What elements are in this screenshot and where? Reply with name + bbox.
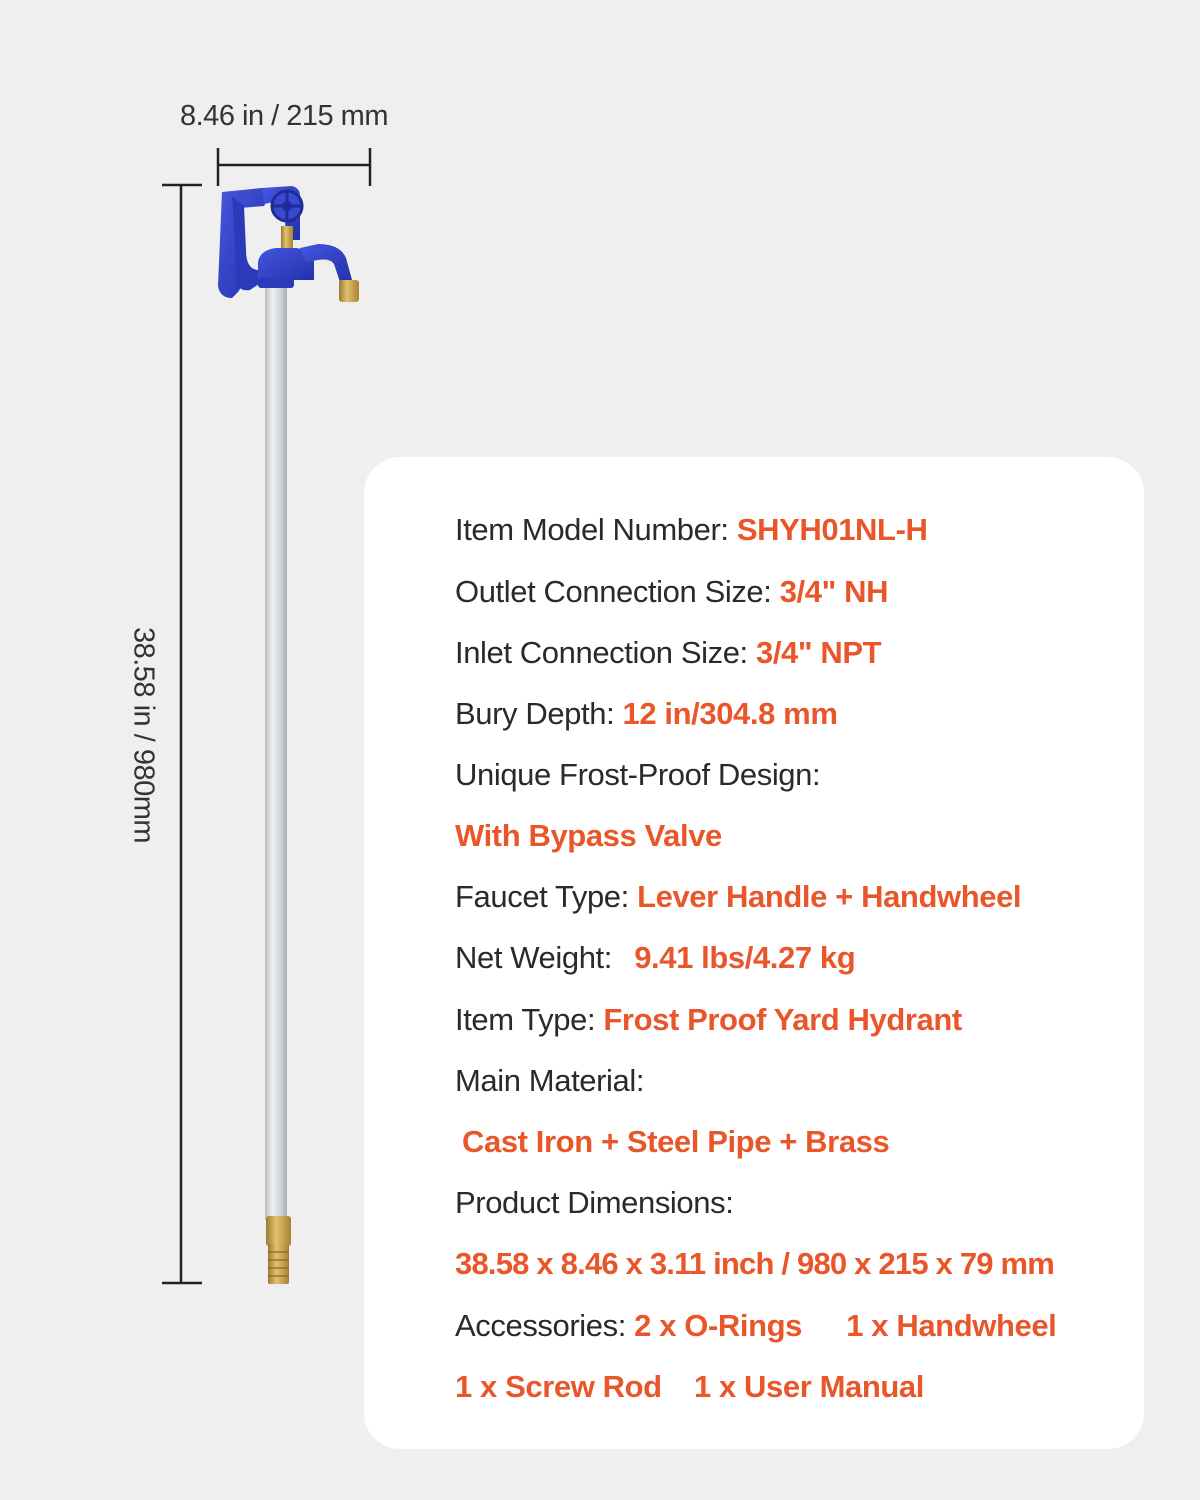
spec-inlet-value: 3/4" NPT	[756, 635, 882, 670]
accessory-item: 1 x User Manual	[693, 1369, 924, 1404]
spec-accessories-label: Accessories:	[455, 1308, 626, 1343]
spec-model-label: Item Model Number:	[455, 512, 729, 547]
spec-inlet-label: Inlet Connection Size:	[455, 635, 748, 670]
spec-weight-label: Net Weight:	[455, 940, 612, 975]
spec-dimensions-value: 38.58 x 8.46 x 3.11 inch / 980 x 215 x 79 mm	[455, 1246, 1055, 1281]
spec-inlet-row	[455, 633, 881, 673]
height-dimension-label: 38.58 in / 980mm	[127, 626, 160, 844]
spec-outlet-row	[455, 572, 888, 612]
spec-faucet-value: Lever Handle + Handwheel	[637, 879, 1022, 914]
spec-outlet-value: 3/4" NH	[779, 574, 889, 609]
accessory-item: 1 x Handwheel	[846, 1308, 1057, 1343]
spec-model-row	[455, 510, 928, 550]
spec-item-type-label: Item Type:	[455, 1002, 596, 1037]
width-dimension-label: 8.46 in / 215 mm	[180, 100, 388, 132]
height-dimension-line	[162, 185, 202, 1283]
spec-item-type-row	[455, 1000, 962, 1040]
accessory-item: 1 x Screw Rod	[455, 1369, 662, 1404]
spec-design-value: With Bypass Valve	[455, 818, 722, 853]
spec-bury-label: Bury Depth:	[455, 696, 615, 731]
hydrant-head	[218, 186, 359, 302]
spec-model-value: SHYH01NL-H	[736, 512, 928, 547]
spec-faucet-label: Faucet Type:	[455, 879, 629, 914]
brass-inlet-fitting	[266, 1216, 291, 1246]
spec-accessories-row-2	[455, 1367, 924, 1407]
spec-weight-value: 9.41 lbs/4.27 kg	[634, 940, 856, 975]
spec-material-value: Cast Iron + Steel Pipe + Brass	[462, 1124, 890, 1159]
spec-material-label: Main Material:	[455, 1063, 645, 1098]
spec-bury-value: 12 in/304.8 mm	[622, 696, 838, 731]
steel-pipe	[265, 285, 287, 1220]
spec-faucet-row	[455, 877, 1021, 917]
accessory-item: 2 x O-Rings	[634, 1308, 803, 1343]
spec-design-label: Unique Frost-Proof Design:	[455, 757, 821, 792]
spec-bury-row	[455, 694, 838, 734]
spec-weight-row	[455, 938, 855, 978]
spec-outlet-label: Outlet Connection Size:	[455, 574, 772, 609]
spec-accessories-row	[455, 1306, 1056, 1346]
spec-dimensions-label: Product Dimensions:	[455, 1185, 734, 1220]
width-dimension-line	[218, 148, 370, 186]
spec-item-type-value: Frost Proof Yard Hydrant	[603, 1002, 962, 1037]
brass-hose-outlet	[339, 280, 359, 302]
